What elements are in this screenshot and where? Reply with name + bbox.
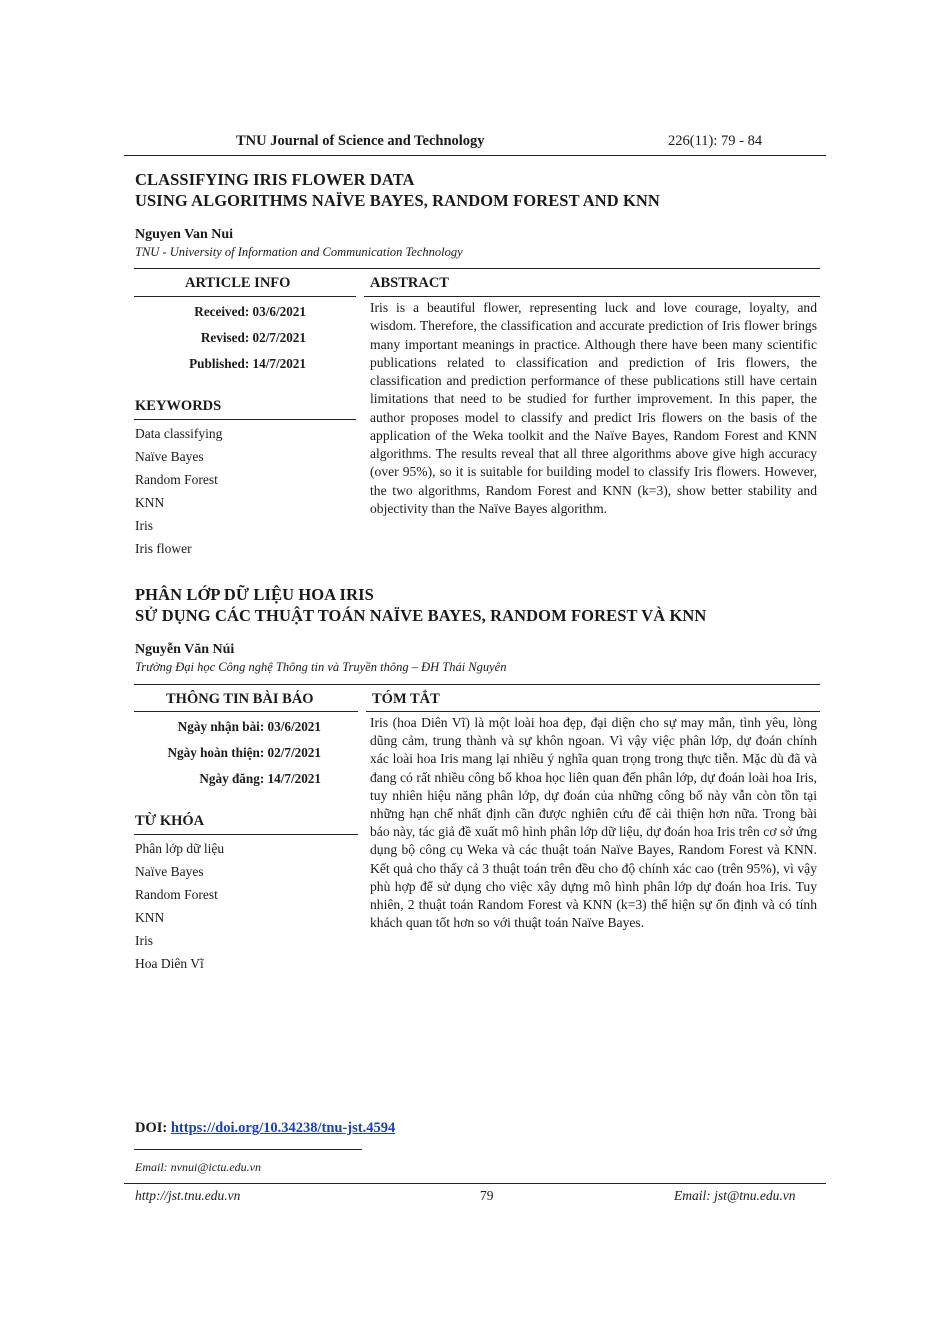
revised-date-vi: Ngày hoàn thiện: 02/7/2021: [167, 745, 321, 760]
keyword-item: Iris: [135, 933, 153, 948]
section-rule: [134, 684, 820, 685]
author-en: Nguyen Van Nui: [135, 227, 234, 242]
footer-rule: [124, 1183, 826, 1184]
keyword-item: Random Forest: [135, 887, 218, 902]
author-email: Email: nvnui@ictu.edu.vn: [135, 1160, 262, 1174]
title-en-line2: USING ALGORITHMS NAÏVE BAYES, RANDOM FOREST AND KNN: [135, 191, 660, 210]
keyword-item: Hoa Diên Vĩ: [135, 956, 204, 971]
info-rule: [134, 711, 358, 712]
volume-pages: 226(11): 79 - 84: [668, 133, 763, 149]
keywords-rule: [134, 419, 356, 420]
keyword-item: Phân lớp dữ liệu: [135, 841, 225, 856]
doi-label: DOI:: [135, 1120, 168, 1136]
doi-link[interactable]: https://doi.org/10.34238/tnu-jst.4594: [170, 1120, 396, 1136]
received-date-vi: Ngày nhận bài: 03/6/2021: [177, 719, 321, 734]
keyword-item: Naïve Bayes: [135, 864, 204, 879]
published-date: Published: 14/7/2021: [189, 356, 306, 371]
title-vi-line2: SỬ DỤNG CÁC THUẬT TOÁN NAÏVE BAYES, RANDOM FOREST VÀ KNN: [135, 606, 707, 625]
keyword-item: KNN: [135, 495, 165, 510]
doi-line: [135, 1120, 395, 1137]
keywords-rule: [134, 834, 358, 835]
abstract-text-en: Iris is a beautiful flower, representing luck and love courage, loyalty, and wisdom. Therefore, the classification and accurate prediction of Iris flower brings many important meanings in practice. Although there have been many scientific publications related to classification and prediction of Iris flowers, the classification and prediction performance of these publications still have certain limitations that need to be studied for further improvement. In this paper, the author proposes model to classify and predict Iris flowers on the basis of the application of the Weka toolkit and the Naïve Bayes, Random Forest and KNN algorithms. The results reveal that all three algorithms above give high accuracy (over 95%), so it is suitable for building model to classify Iris flowers. However, the two algorithms, Random Forest and KNN (k=3), show better stability and objectivity than the Naïve Bayes algorithm.: [370, 300, 817, 516]
section-rule: [134, 268, 820, 269]
abstract-rule: [366, 711, 820, 712]
revised-date: Revised: 02/7/2021: [200, 330, 306, 345]
title-vi-line1: PHÂN LỚP DỮ LIỆU HOA IRIS: [135, 585, 374, 604]
published-date-vi: Ngày đăng: 14/7/2021: [199, 771, 321, 786]
keywords-heading-vi: TỪ KHÓA: [135, 813, 205, 829]
keyword-item: Iris: [135, 518, 153, 533]
author-vi: Nguyễn Văn Núi: [135, 642, 235, 657]
keywords-heading: KEYWORDS: [135, 398, 222, 414]
affiliation-en: TNU - University of Information and Communication Technology: [135, 245, 463, 259]
page-number: 79: [480, 1188, 494, 1203]
keyword-item: Naïve Bayes: [135, 449, 204, 464]
keyword-item: Iris flower: [135, 541, 192, 556]
abstract-rule: [364, 296, 820, 297]
keyword-item: KNN: [135, 910, 165, 925]
article-info-heading-vi: THÔNG TIN BÀI BÁO: [166, 691, 314, 707]
received-date: Received: 03/6/2021: [194, 304, 306, 319]
journal-name: TNU Journal of Science and Technology: [236, 133, 485, 149]
affiliation-vi: Trường Đại học Công nghệ Thông tin và Truyền thông – ĐH Thái Nguyên: [135, 660, 507, 674]
abstract-heading: ABSTRACT: [370, 275, 449, 291]
footnote-rule: [134, 1149, 362, 1150]
abstract-text-vi: Iris (hoa Diên Vĩ) là một loài hoa đẹp, đại diện cho sự may mắn, tình yêu, lòng dũng cảm, trung thành và sự khôn ngoan. Vì vậy việc phân lớp, dự đoán chính xác loài hoa Iris mang lại nhiều ý nghĩa quan trọng trong thực tiễn. Mặc dù đã và đang có rất nhiều công bố khoa học liên quan đến phân lớp, dự đoán loài hoa Iris, tuy nhiên hiệu năng phân lớp, dự đoán của những công bố này vẫn còn tồn tại những hạn chế nhất định cần được nghiên cứu để cải thiện hơn nữa. Trong bài báo này, tác giả đề xuất mô hình phân lớp dữ liệu, dự đoán hoa Iris trên cơ sở ứng dụng bộ công cụ Weka và các thuật toán Naïve Bayes, Random Forest và KNN. Kết quả cho thấy cả 3 thuật toán trên đều cho độ chính xác cao (trên 95%), vì vậy phù hợp để sử dụng cho việc xây dựng mô hình phân lớp dự đoán hoa Iris. Tuy nhiên, 2 thuật toán Random Forest và KNN (k=3) thể hiện sự ổn định và có tính khách quan tốt hơn so với thuật toán Naïve Bayes.: [370, 715, 817, 931]
footer-website: http://jst.tnu.edu.vn: [135, 1188, 241, 1203]
article-info-heading: ARTICLE INFO: [185, 275, 291, 291]
header-rule: [124, 155, 826, 156]
keyword-item: Random Forest: [135, 472, 218, 487]
footer-email: Email: jst@tnu.edu.vn: [674, 1188, 796, 1203]
keyword-item: Data classifying: [135, 426, 223, 441]
abstract-heading-vi: TÓM TẮT: [372, 691, 440, 707]
title-en-line1: CLASSIFYING IRIS FLOWER DATA: [135, 170, 415, 189]
info-rule: [134, 296, 356, 297]
